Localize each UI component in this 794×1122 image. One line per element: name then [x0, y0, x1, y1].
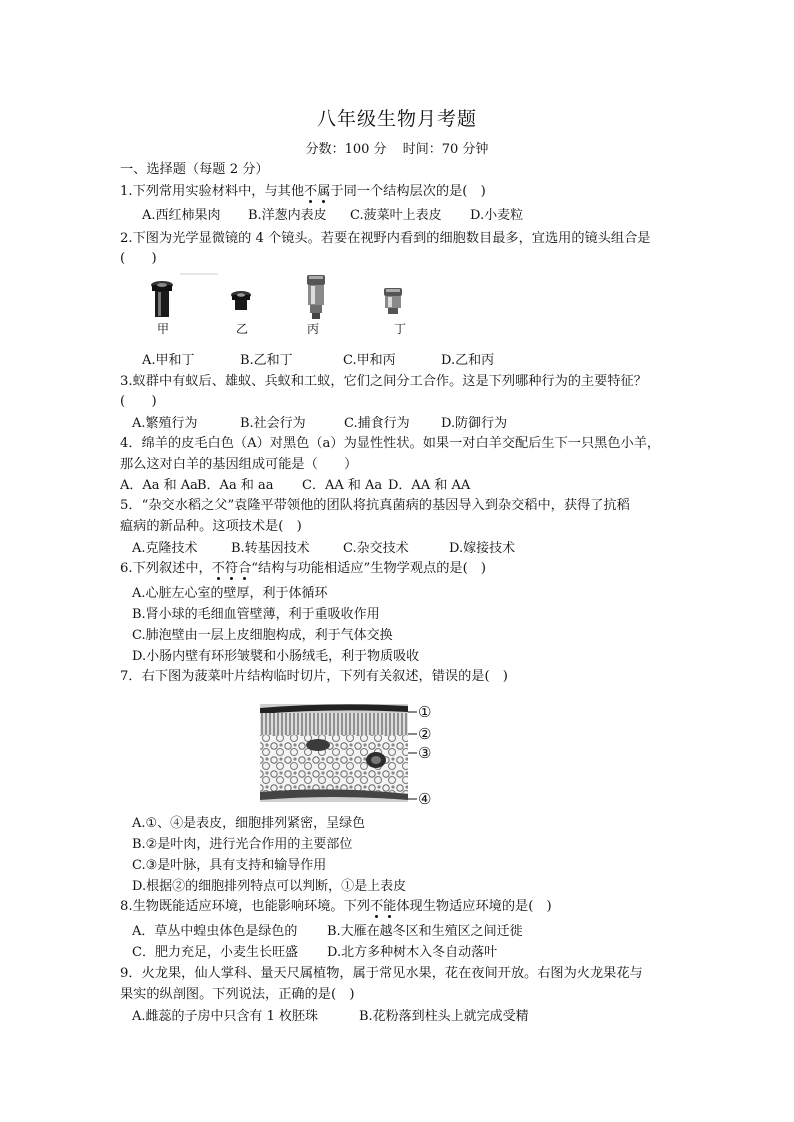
lens-label-bing: 丙: [307, 322, 320, 336]
score-text: 分数：100 分: [305, 142, 387, 157]
q5-option-d: D.嫁接技术: [449, 541, 516, 556]
question-9-line2: 果实的纵剖图。下列说法，正确的是( ): [120, 987, 355, 1002]
question-2: 2.下图为光学显微镜的 4 个镜头。若要在视野内看到的细胞数目最多，宜选用的镜头组合是: [120, 231, 651, 246]
q2-option-b: B.乙和丁: [240, 353, 293, 368]
leaf-marker-3: ③: [418, 744, 432, 762]
q3-option-b: B.社会行为: [240, 416, 306, 431]
leaf-marker-2: ②: [418, 725, 432, 743]
lens-bing-icon: [307, 275, 325, 319]
time-text: 时间：70 分钟: [402, 142, 489, 157]
q2-option-d: D.乙和丙: [441, 353, 495, 368]
section-heading: 一、选择题（每题 2 分）: [120, 162, 269, 177]
q6-option-a: A.心脏左心室的壁厚，利于体循环: [132, 586, 328, 601]
q1-option-a: A.西红柿果肉: [142, 208, 221, 223]
exam-meta: [0, 138, 794, 157]
q7-option-d: D.根据②的细胞排列特点可以判断，①是上表皮: [132, 879, 407, 894]
q8-option-b: B.大雁在越冬区和生殖区之间迁徙: [327, 924, 523, 939]
q4-option-b: B．Aa 和 aa: [197, 478, 274, 493]
question-8: 8.生物既能适应环境，也能影响环境。下列不能体现生物适应环境的是( ): [120, 899, 552, 914]
q8-option-c: C．肥力充足，小麦生长旺盛: [132, 945, 298, 960]
question-4: 4．绵羊的皮毛白色（A）对黑色（a）为显性性状。如果一对白羊交配后生下一只黑色小羊，: [120, 436, 661, 451]
q7-option-c: C.③是叶脉，具有支持和输导作用: [132, 858, 327, 873]
lens-yi-icon: [231, 291, 251, 310]
q8-option-d: D.北方多种树木入冬自动落叶: [327, 945, 498, 960]
q9-option-b: B.花粉落到柱头上就完成受精: [359, 1009, 529, 1024]
q7-option-b: B.②是叶肉，进行光合作用的主要部位: [132, 837, 353, 852]
q1-option-b: B.洋葱内表皮: [248, 208, 327, 223]
q8-option-a: A．草丛中蝗虫体色是绿色的: [132, 924, 298, 939]
q6-option-d: D.小肠内壁有环形皱襞和小肠绒毛，利于物质吸收: [132, 649, 420, 664]
lens-jia-icon: [151, 281, 173, 317]
lens-ding-icon: [384, 288, 402, 314]
question-3-blank: ( ): [120, 394, 157, 409]
q1-option-d: D.小麦粒: [470, 208, 524, 223]
question-4-line2: 那么这对白羊的基因组成可能是（ ）: [120, 457, 358, 472]
q9-option-a: A.雌蕊的子房中只含有 1 枚胚珠: [132, 1009, 319, 1024]
question-7: 7．右下图为菠菜叶片结构临时切片，下列有关叙述，错误的是( ): [120, 669, 508, 684]
leaf-marker-1: ①: [418, 703, 432, 721]
q6-option-c: C.肺泡壁由一层上皮细胞构成，利于气体交换: [132, 628, 393, 643]
question-9: 9．火龙果，仙人掌科、量天尺属植物，属于常见水果，花在夜间开放。右图为火龙果花与: [120, 966, 643, 981]
lens-label-yi: 乙: [236, 322, 249, 336]
q5-option-c: C.杂交技术: [343, 541, 409, 556]
q5-option-b: B.转基因技术: [231, 541, 310, 556]
lens-label-ding: 丁: [394, 322, 407, 336]
q4-option-a: A．Aa 和 Aa: [120, 478, 198, 493]
q4-option-c: C．AA 和 Aa: [302, 478, 383, 493]
q3-option-d: D.防御行为: [441, 416, 508, 431]
q4-option-d: D．AA 和 AA: [388, 478, 471, 493]
lens-label-jia: 甲: [157, 322, 170, 336]
question-5: 5．“杂交水稻之父”袁隆平带领他的团队将抗真菌病的基因导入到杂交稻中，获得了抗稻: [120, 498, 630, 513]
q2-option-c: C.甲和丙: [343, 353, 396, 368]
page-title: 八年级生物月考题: [316, 108, 477, 130]
q1-option-c: C.菠菜叶上表皮: [350, 208, 442, 223]
question-1: 1.下列常用实验材料中，与其他不属于同一个结构层次的是( ): [120, 184, 486, 199]
q2-option-a: A.甲和丁: [142, 353, 195, 368]
q3-option-c: C.捕食行为: [344, 416, 410, 431]
q3-option-a: A.繁殖行为: [132, 416, 198, 431]
q7-option-a: A.①、④是表皮，细胞排列紧密，呈绿色: [132, 816, 366, 831]
q5-option-a: A.克隆技术: [132, 541, 198, 556]
q6-option-b: B.肾小球的毛细血管壁薄，利于重吸收作用: [132, 607, 380, 622]
leaf-marker-4: ④: [418, 790, 432, 808]
question-2-blank: ( ): [120, 251, 157, 266]
question-5-line2: 瘟病的新品种。这项技术是( ): [120, 519, 302, 534]
question-3: 3.蚁群中有蚁后、雄蚁、兵蚁和工蚁，它们之间分工合作。这是下列哪种行为的主要特征？: [120, 374, 647, 389]
question-6: 6.下列叙述中，不符合“结构与功能相适应”生物学观点的是( ): [120, 561, 487, 576]
